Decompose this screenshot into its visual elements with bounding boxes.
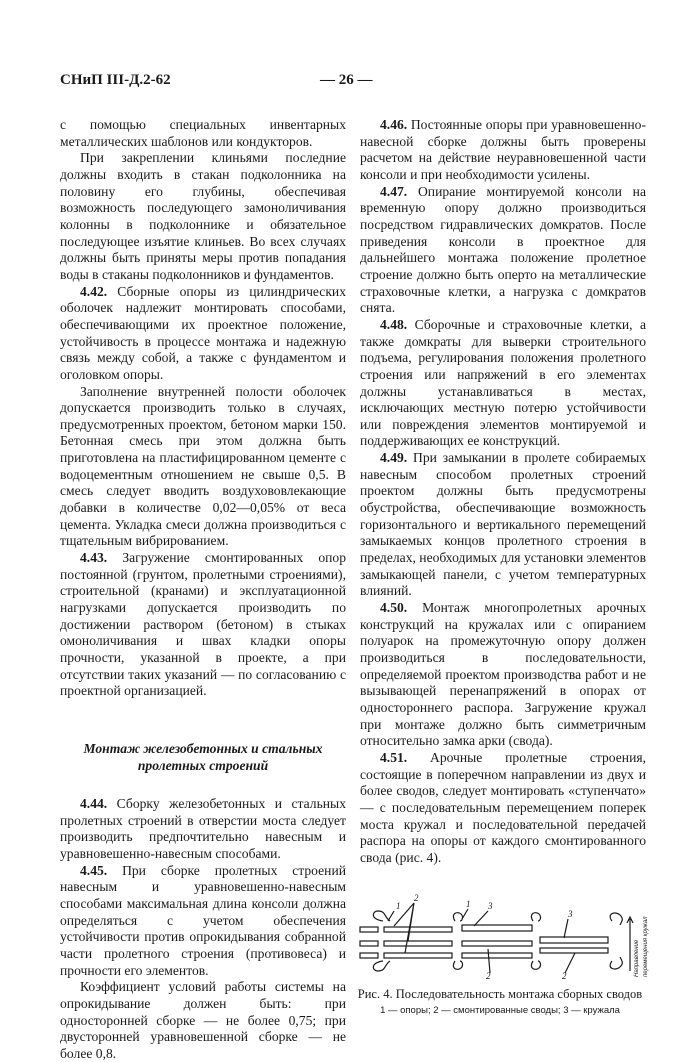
paragraph-4-43: [60, 550, 346, 700]
label-vaults: 2: [414, 892, 419, 903]
figure-caption: Рис. 4. Последовательность монтажа сборных сводов: [357, 986, 643, 1001]
paragraph-4-47: [360, 184, 646, 317]
paragraph: При закреплении клиньями последние должны входить в стакан подколонника на половину его глубины, обеспечивая возможность последующего замоноличивания колонны в подколоннике и обязательное последующее изъятие клиньев. Во всех случаях должны быть приняты меры против попадания воды в стаканы подколонников и фундаментов.: [60, 150, 346, 282]
clause-text: Загружение смонтированных опор постоянной (грунтом, пролетными строениями), строительной (кранами) и эксплуатационной нагрузками допускается производить по достижении раствором (бетоном) в стыках омоноличивания и швах кладки опоры прочности, указанной в проекте, а при отсутствии таких указаний — по согласованию с проектной организацией.: [60, 550, 346, 699]
clause-text: Арочные пролетные строения, состоящие в поперечном направлении из двух и более сводов, следует монтировать «ступенчато» — с последовательным перемещением поперек моста кружал и последовательной передачей распора на опоры от каждого смонтированного свода (рис. 4).: [360, 749, 646, 865]
clause-text: Сборочные и страховочные клетки, а также домкраты для выверки строительного подъема, регулирования положения пролетного строения или напряжений в его элементах должны устанавливаться в местах, исключающих местную потерю устойчивости или повреждения элементов монтируемой и поддерживающих ее конструкций.: [360, 316, 646, 449]
clause-number: 4.44.: [80, 795, 108, 811]
document-code: СНиП III-Д.2-62: [60, 72, 171, 88]
paragraph-4-48: [360, 317, 646, 450]
clause-number: 4.49.: [380, 450, 408, 466]
right-column: [357, 117, 649, 1017]
clause-text: При сборке пролетных строений навесным и уравновешенно-навесным способами максимальная длина консоли должна определяться с учетом обеспечения устойчивости против опрокидывания собранной части пролетного строения (противовеса) и прочности его элементов.: [60, 862, 346, 978]
paragraph-4-44: [60, 796, 346, 863]
label-piers: 1: [466, 898, 471, 909]
left-column: [60, 117, 346, 1062]
label-centering: 3: [488, 900, 493, 911]
clause-text: Постоянные опоры при уравновешенно-навесной сборке должны быть проверены расчетом на действие неуравновешенной части консоли и при необходимости усилены.: [360, 117, 646, 182]
clause-number: 4.51.: [380, 749, 408, 765]
paragraph-4-46: [360, 117, 646, 184]
paragraph: с помощью специальных инвентарных металлических шаблонов или кондукторов.: [60, 117, 346, 149]
clause-number: 4.48.: [380, 316, 408, 332]
paragraph-4-49: [360, 450, 646, 600]
figure-4: [350, 881, 650, 1017]
clause-number: 4.47.: [380, 183, 408, 199]
clause-number: 4.50.: [380, 600, 408, 616]
section-heading-line: Монтаж железобетонных и стальных: [83, 740, 323, 756]
clause-text: Опирание монтируемой консоли на временную опору должно производиться посредством гидравлических домкратов. После приведения консоли в проектное для дальнейшего монтажа положение пролетное строение должно быть оперто на металлические страховочные клетки, а нагрузка с домкратов снята.: [360, 183, 646, 316]
clause-number: 4.46.: [380, 117, 408, 132]
clause-text: Сборные опоры из цилиндрических оболочек надлежит монтировать способами, обеспечивающими их проектное положение, устойчивость в процессе монтажа и надежную связь между собой, а также с фундаментом и оголовком опоры.: [60, 283, 346, 382]
figure-4-vault-assembly-diagram: [350, 881, 650, 981]
direction-label: перемещения кружал: [643, 916, 649, 977]
label-vaults: 2: [562, 970, 567, 981]
clause-text: Монтаж многопролетных арочных конструкций на кружалах или с опиранием полуарок на промежуточную опору должен производиться в последовательности, определяемой проектом производства работ и не вызывающей перенапряжений в опорах от одностороннего распора. Загружение кружал при монтаже должно быть симметричным относительно замка арки (свода).: [360, 600, 646, 749]
clause-text: При замыкании в пролете собираемых навесным способом пролетных строений проектом должны быть предусмотрены обустройства, обеспечивающие возможность горизонтального и вертикального перемещений замыкаемых концов пролетного строения в пределах, необходимых для установки элементов замыкающей панели, с учетом температурных влияний.: [360, 450, 646, 599]
paragraph-4-45: [60, 863, 346, 980]
label-piers: 1: [396, 900, 401, 911]
clause-number: 4.45.: [80, 862, 108, 878]
figure-legend: 1 — опоры; 2 — смонтированные своды; 3 — кружала: [380, 1004, 620, 1016]
clause-number: 4.43.: [80, 550, 108, 566]
paragraph-4-51: [360, 750, 646, 867]
section-heading: [60, 740, 346, 774]
paragraph: Коэффициент условий работы системы на опрокидывание должен быть: при односторонней сборке — не более 0,75; при двусторонней уравновешенной сборке — не более 0,8.: [60, 979, 346, 1061]
vault-bars: [360, 925, 608, 958]
paragraph-4-42: [60, 284, 346, 384]
label-centering: 3: [568, 908, 573, 919]
clause-text: Сборку железобетонных и стальных пролетных строений в отверстии моста следует производить предпочтительно навесным и уравновешенно-навесным способами.: [60, 795, 346, 861]
direction-label: Направление: [634, 939, 640, 977]
paragraph-4-50: [360, 600, 646, 750]
label-vaults: 2: [486, 970, 491, 981]
section-heading-line: пролетных строений: [137, 757, 269, 773]
paragraph: Заполнение внутренней полости оболочек допускается производить только в случаях, предусмотренных проектом, бетоном марки 150. Бетонная смесь при этом должна быть приготовлена на пластифицированном цементе с водоцементным отношением не свыше 0,5. В смесь следует вводить воздухововлекающие добавки в количестве 0,02—0,05% от веса цемента. Укладка смеси должна производиться с тщательным вибрированием.: [60, 383, 346, 549]
page-number: — 26 —: [320, 72, 373, 88]
clause-number: 4.42.: [80, 283, 108, 299]
